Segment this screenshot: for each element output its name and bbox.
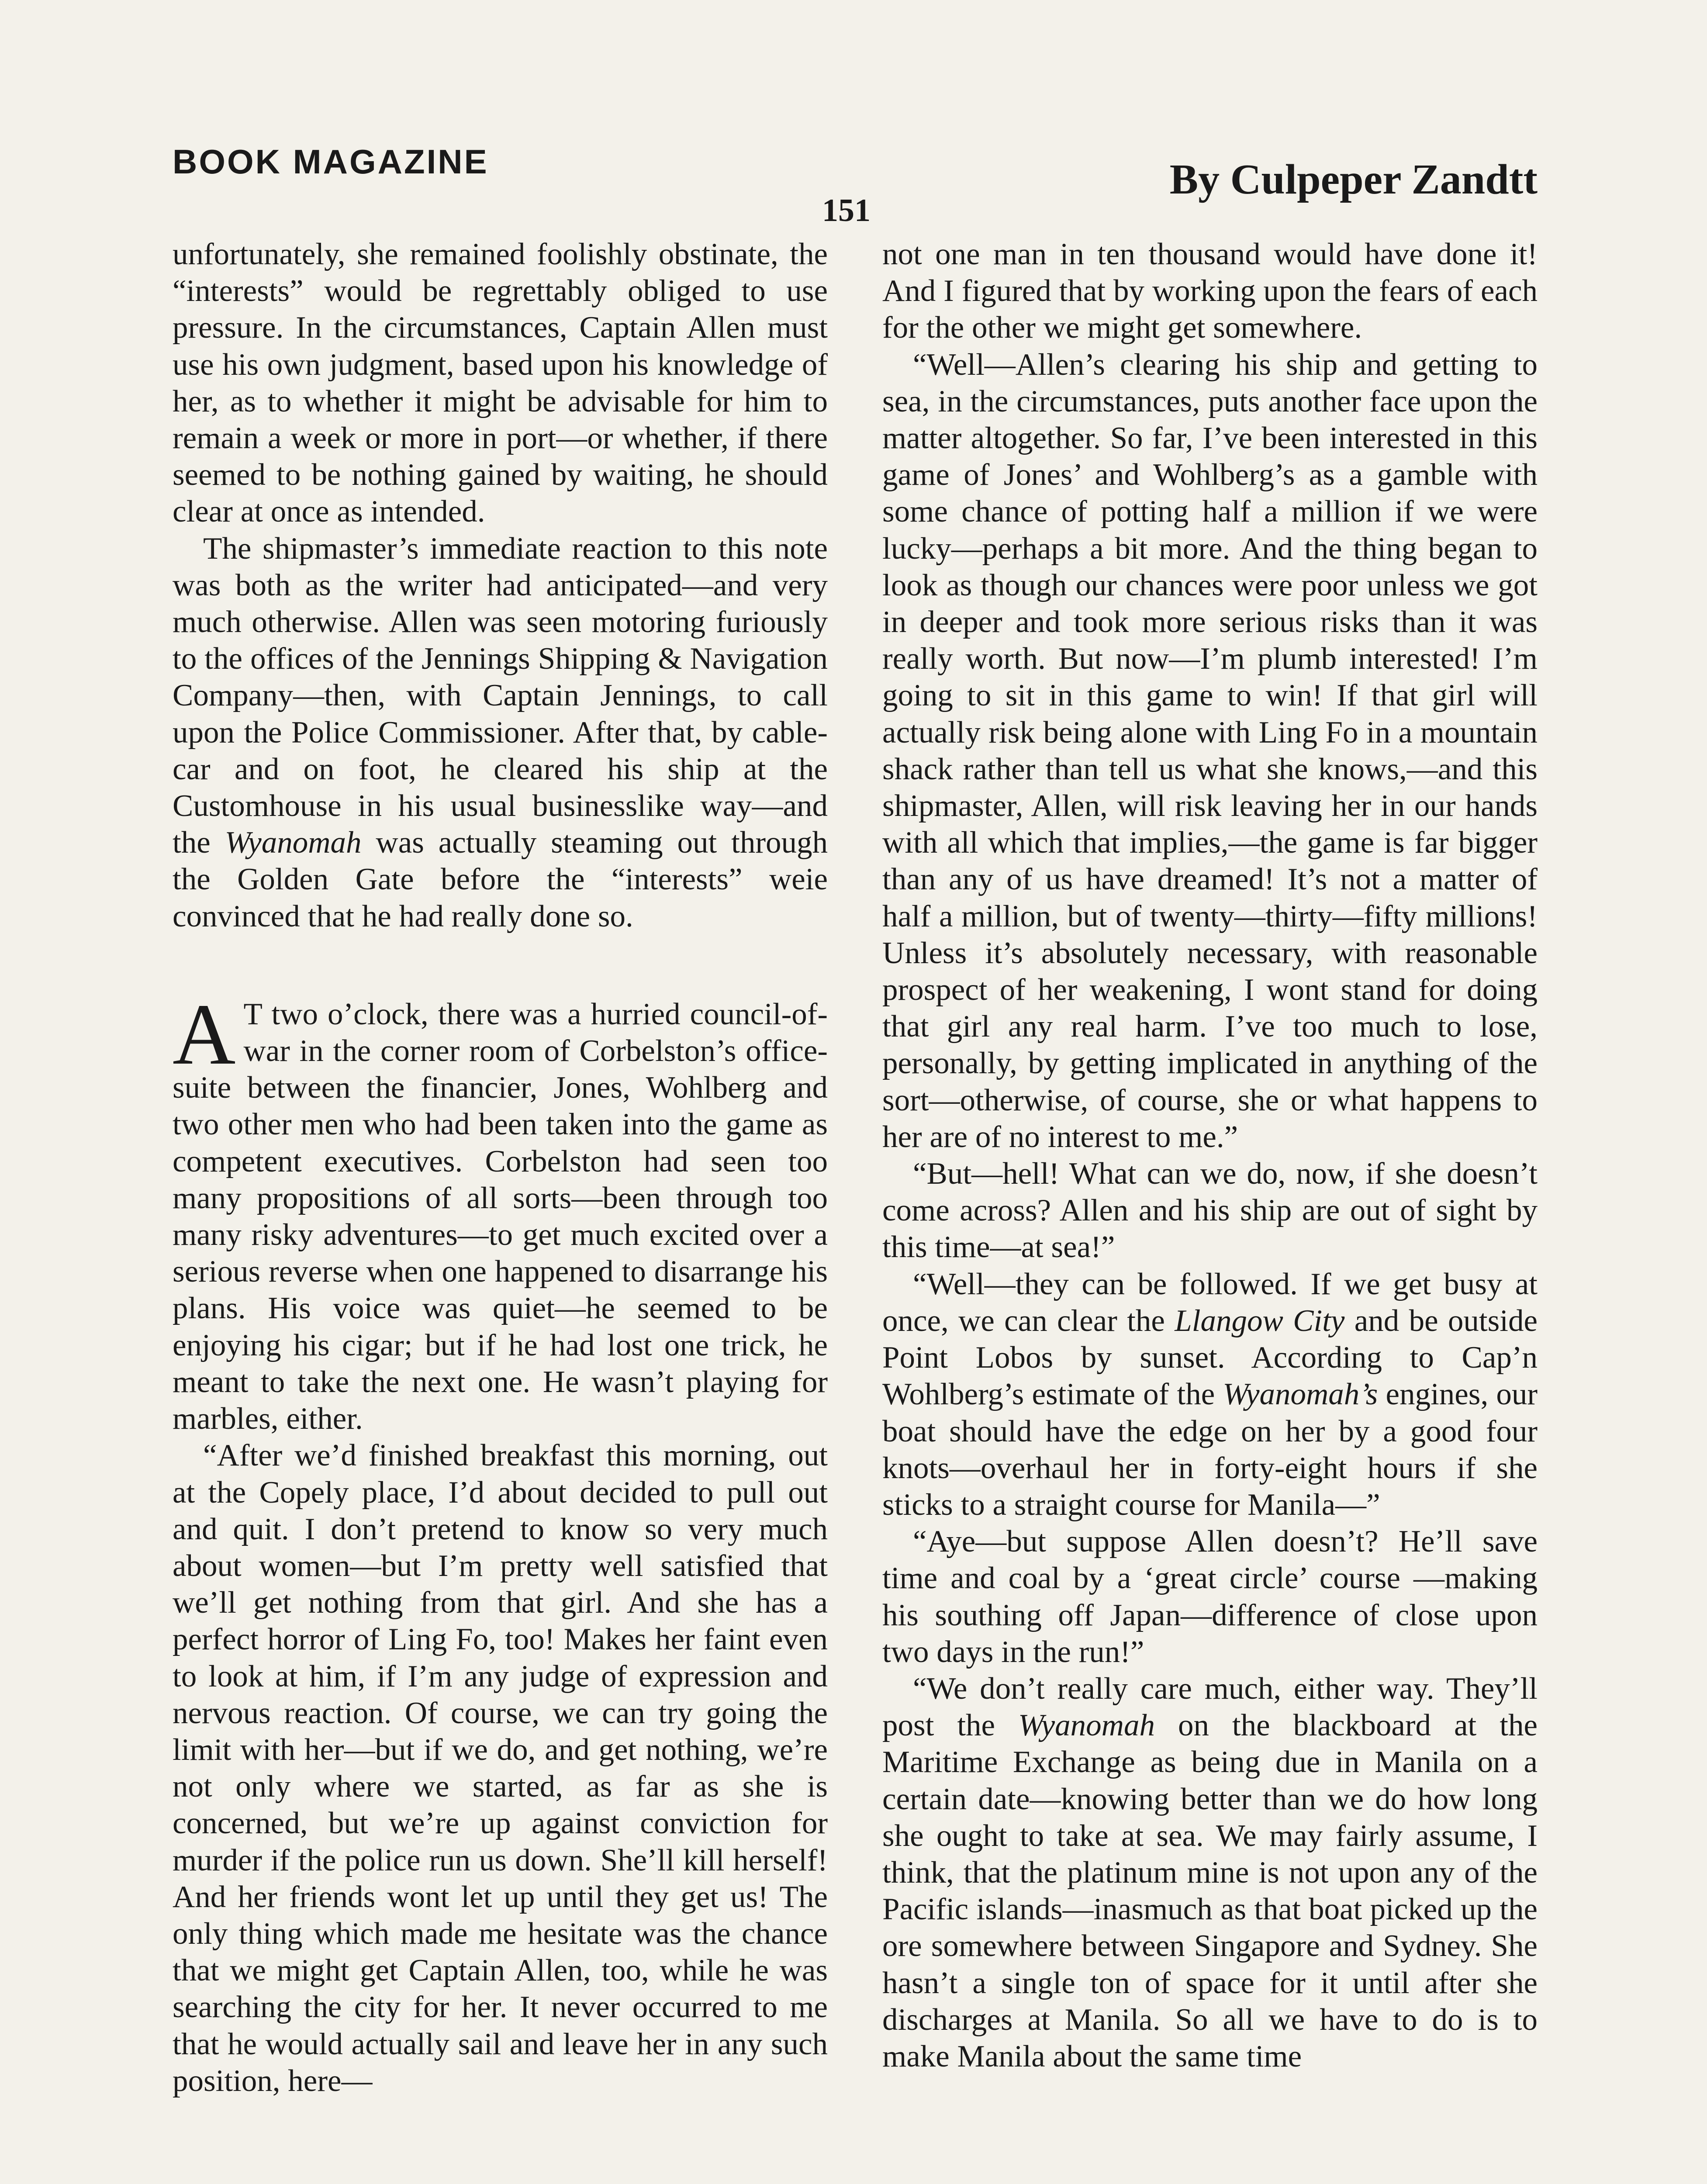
paragraph: “Aye—but suppose Allen doesn’t? He’ll save time and coal by a ‘great circle’ course —making his southing off Japan—difference of close upon two days in the run!” <box>882 1524 1538 1669</box>
drop-cap: A <box>173 986 236 1083</box>
paragraph: unfortunately, she remained foolishly obstinate, the “interests” would be regrettably obliged to use pressure. In the circumstances, Captain Allen must use his own judgment, based upon his knowledge of her, as to whether it might be advisable for him to remain a week or more in port—or whether, if there seemed to be nothing gained by waiting, he should clear at once as intended. <box>173 237 828 529</box>
paragraph: A T two o’clock, there was a hurried council-of-war in the corner room of Corbelston’s office-suite between the financier, Jones, Wohlberg and two other men who had been taken into the game as competent executives. Corbelston had seen too many propositions of all sorts—been through too many risky adventures—to get much excited over a serious reverse when one happened to disarrange his plans. His voice was quiet—he seemed to be enjoying his cigar; but if he had lost one trick, he meant to take the next one. He wasn’t playing for marbles, either. <box>173 986 828 1436</box>
paragraph: “But—hell! What can we do, now, if she doesn’t come across? Allen and his ship are out of sight by this time—at sea!” <box>882 1157 1538 1265</box>
right-column <box>882 236 1538 2075</box>
paragraph: “Well—Allen’s clearing his ship and getting to sea, in the circumstances, puts another face upon the matter altogether. So far, I’ve been interested in this game of Jones’ and Wohlberg’s as a gamble with some chance of potting half a million if we were lucky—perhaps a bit more. And the thing began to look as though our chances were poor unless we got in deeper and took more serious risks than it was really worth. But now—I’m plumb interested! I’m going to sit in this game to win! If that girl will actually risk being alone with Ling Fo in a mountain shack rather than tell us what she knows,—and this shipmaster, Allen, will risk leaving her in our hands with all which that implies,—the game is far bigger than any of us have dreamed! It’s not a matter of half a million, but of twenty—thirty—fifty millions! Unless it’s absolutely necessary, with reasonable prospect of her weakening, I wont stand for doing that girl any real harm. I’ve too much to lose, personally, by getting implicated in anything of the sort—otherwise, of course, she or what happens to her are of no interest to me.” <box>882 347 1538 1154</box>
left-column <box>173 236 828 2099</box>
ship-name: Wyanomah <box>225 826 362 860</box>
page-number: 151 <box>822 193 871 228</box>
author-byline: By Culpeper Zandtt <box>1169 156 1538 203</box>
paragraph: The shipmaster’s immediate reaction to this note was both as the writer had anticipated—and very much otherwise. Allen was seen motoring furiously to the offices of the Jennings Shipping & Navigation Company—then, with Captain Jennings, to call upon the Police Commissioner. After that, by cable-car and on foot, he cleared his ship at the Customhouse in his usual businesslike way—and the Wyanomah was actually steaming out through the Golden Gate before the “interests” weie convinced that he had really done so. <box>173 531 828 933</box>
paragraph: “After we’d finished breakfast this morning, out at the Copely place, I’d about decided to pull out and quit. I don’t pretend to know so very much about women—but I’m pretty well satisfied that we’ll get nothing from that girl. And she has a perfect horror of Ling Fo, too! Makes her faint even to look at him, if I’m any judge of expression and nervous reaction. Of course, we can try going the limit with her—but if we do, and get nothing, we’re not only where we started, as far as she is concerned, but we’re up against conviction for murder if the police run us down. She’ll kill herself! And her friends wont let up until they get us! The only thing which made me hesitate was the chance that we might get Captain Allen, too, while he was searching the city for her. It never occurred to me that he would actually sail and leave her in any such position, here— <box>173 1438 828 2098</box>
magazine-name: BOOK MAGAZINE <box>173 142 489 181</box>
ship-name: Wyanomah <box>1018 1708 1155 1743</box>
ship-name: Wyanomah’s <box>1223 1377 1378 1412</box>
paragraph: “Well—they can be followed. If we get busy at once, we can clear the Llangow City and be outside Point Lobos by sunset. According to Cap’n Wohlberg’s estimate of the Wyanomah’s engines, our boat should have the edge on her by a good four knots—overhaul her in forty-eight hours if she sticks to a straight course for Manila—” <box>882 1267 1538 1522</box>
ship-name: Llangow City <box>1175 1303 1345 1338</box>
paragraph: “We don’t really care much, either way. They’ll post the Wyanomah on the blackboard at the Maritime Exchange as being due in Manila on a certain date—knowing better than we do how long she ought to take at sea. We may fairly assume, I think, that the platinum mine is not upon any of the Pacific islands—inasmuch as that boat picked up the ore somewhere between Singapore and Sydney. She hasn’t a single ton of space for it until after she discharges at Manila. So all we have to do is to make Manila about the same time <box>882 1671 1538 2073</box>
section-break <box>173 935 828 996</box>
paragraph: not one man in ten thousand would have done it! And I figured that by working upon the fears of each for the other we might get somewhere. <box>882 237 1538 345</box>
